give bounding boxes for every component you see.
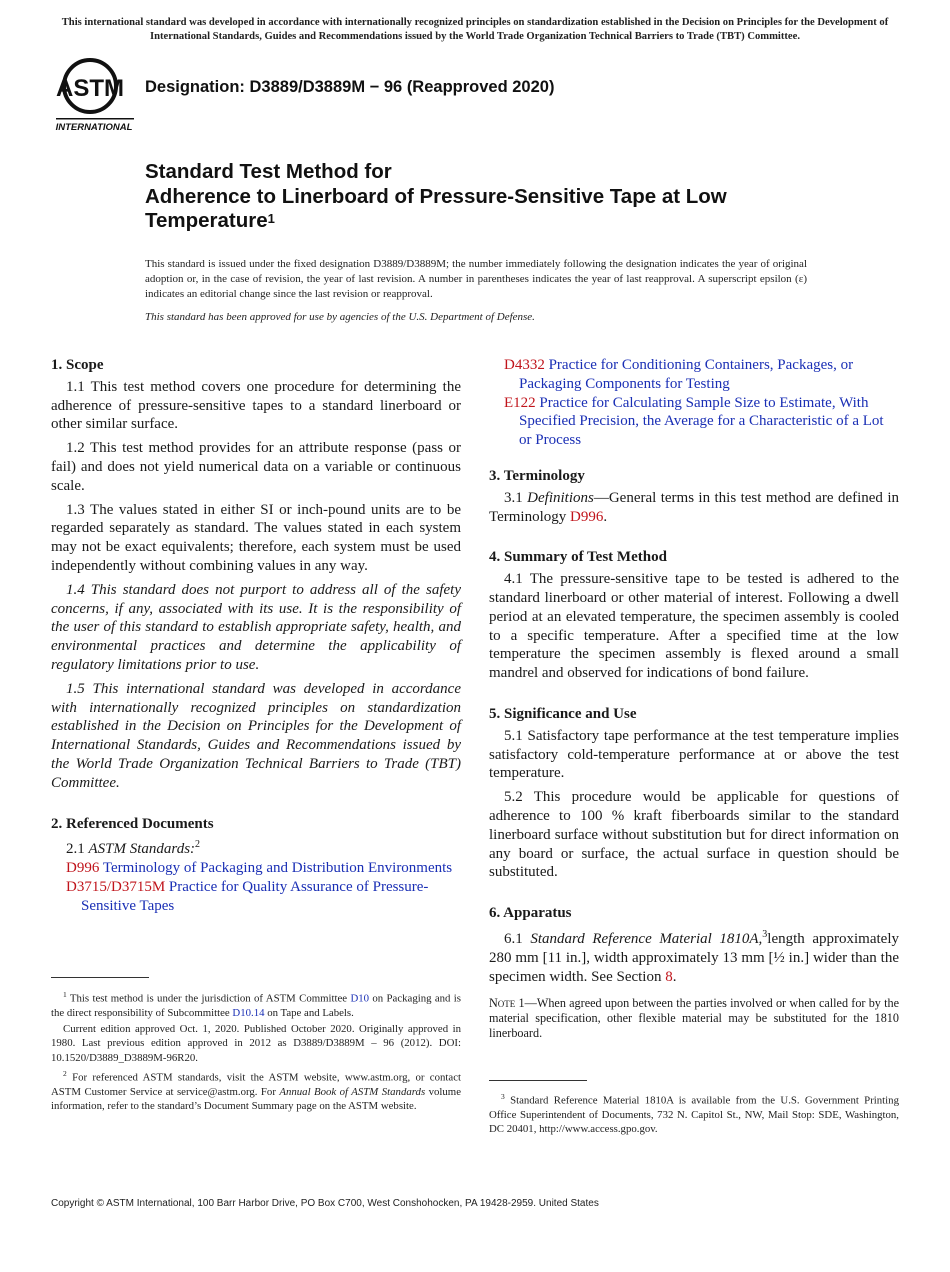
para-2-1	[51, 836, 461, 859]
ref-title[interactable]: Practice for Conditioning Containers, Packages, or Packaging Components for Testing	[519, 357, 854, 392]
para-4-1: 4.1 The pressure-sensitive tape to be tested is adhered to the standard linerboard or other material of interest. Following a dwell period at an elevated temperature, the specimen assembly is cooled to a specific temperature. After a specified time at the low temperature the specimen assembly is flexed around a small mandrel and observed for indications of bond failure.	[489, 571, 899, 682]
designation: Designation: D3889/D3889M − 96 (Reapproved 2020)	[145, 78, 555, 96]
ref-code[interactable]: E122	[504, 394, 536, 411]
title-footnote-mark: 1	[267, 211, 275, 226]
footnote-2: $^2$ For referenced ASTM standards, visit the ASTM website, www.astm.org, or contact ASTM Customer Service at service@astm.org. For Annual Book of ASTM Standards volume information, refer to the standard’s Document Summary page on the ASTM website.	[51, 1069, 461, 1113]
ref-item-d996[interactable]	[51, 859, 461, 878]
footnotes-left	[51, 988, 461, 1116]
note-1	[489, 996, 899, 1041]
fn1-link-d10[interactable]: D10	[350, 992, 370, 1005]
astm-logo	[52, 56, 136, 134]
para-2-1-sup: 2	[195, 839, 201, 851]
para-1-1: 1.1 This test method covers one procedure for determining the adherence of pressure-sensitive tapes to a standard linerboard or other similar surface.	[51, 378, 461, 433]
para-3-1-text: —General terms in this test method are defined in Terminology	[489, 489, 899, 525]
link-section-8[interactable]: 8	[665, 968, 673, 985]
note-1-text: —When agreed upon between the parties involved or when called for by the material specification, other flexible material may be substituted for the 1810 linerboard.	[489, 996, 900, 1041]
logo-letters: ASTM	[56, 75, 124, 102]
section-heading-significance: 5. Significance and Use	[489, 705, 637, 722]
issued-note: This standard is issued under the fixed designation D3889/D3889M; the number immediately following the designation indicates the year of original adoption or, in the case of revision, the year of last revision. A number in parentheses indicates the year of last reapproval. A superscript epsilon (ε) indicates an editorial change since the last revision or reapproval.	[145, 258, 807, 300]
footnote-rule-left	[51, 977, 149, 978]
para-3-1-end: .	[603, 508, 608, 525]
para-2-1-label: ASTM Standards:	[88, 841, 196, 858]
title-line2: Adherence to Linerboard of Pressure-Sensitive Tape at Low	[145, 184, 727, 208]
document-title	[145, 160, 845, 234]
ref-title[interactable]: Practice for Quality Assurance of Pressure-Sensitive Tapes	[81, 878, 429, 914]
para-1-2: 1.2 This test method provides for an attribute response (pass or fail) and does not yield numerical data on a variable or continuous scale.	[51, 440, 461, 494]
fn2-text-post: volume information, refer to the standard’s Document Summary page on the ASTM website.	[51, 1085, 461, 1113]
title-line3	[145, 209, 845, 234]
footnote-3-text: Standard Reference Material 1810A is available from the U.S. Government Printing Office Superintendent of Documents, 732 N. Capitol St., NW, Mail Stop: SDE, Washington, DC 20401, http://www.access.gpo.gov.	[489, 1094, 899, 1136]
section-heading-summary: 4. Summary of Test Method	[489, 549, 667, 566]
fn1-text: This test method is under the jurisdiction of ASTM Committee	[69, 992, 351, 1005]
para-6-1-sup: 3	[762, 928, 768, 940]
para-3-1-num: 3.1	[504, 489, 523, 506]
left-column	[51, 356, 461, 916]
ref-code[interactable]: D3715/D3715M	[66, 878, 166, 895]
para-5-1: 5.1 Satisfactory tape performance at the test temperature implies satisfactory cold-temperature performance at or above the test temperature.	[489, 727, 899, 782]
link-d996[interactable]: D996	[570, 508, 604, 525]
footnote-current-edition: Current edition approved Oct. 1, 2020. Published October 2020. Originally approved in 1980. Last previous edition approved in 2012 as D3889/D3889M – 96 (2012). DOI: 10.1520/D3889_D3889M-96R20.	[51, 1023, 461, 1064]
footnote-rule-right	[489, 1080, 587, 1081]
para-6-1	[489, 926, 899, 986]
section-heading-apparatus: 6. Apparatus	[489, 905, 572, 922]
right-column	[489, 356, 899, 1041]
fn2-text: For referenced ASTM standards, visit the ASTM website, www.astm.org, or contact ASTM Customer Service at service@astm.org. For	[51, 1071, 461, 1098]
fn1-text-post: on Tape and Labels.	[264, 1006, 354, 1019]
para-3-1	[489, 489, 899, 527]
logo-subtitle: INTERNATIONAL	[55, 122, 133, 133]
ref-item-d3715[interactable]	[51, 878, 461, 916]
para-5-2: 5.2 This procedure would be applicable for questions of adherence to 100 % kraft fiberboards similar to the standard linerboard surface without substitution but for direct information on any board or surface, the actual surface in question should be substituted.	[489, 789, 899, 881]
para-6-1-end: .	[672, 968, 677, 985]
section-heading-terminology: 3. Terminology	[489, 467, 585, 484]
para-1-4: 1.4 This standard does not purport to address all of the safety concerns, if any, associated with its use. It is the responsibility of the user of this standard to establish appropriate safety, health, and environmental practices and determine the applicability of regulatory limitations prior to use.	[51, 581, 461, 673]
copyright-footer: Copyright © ASTM International, 100 Barr Harbor Drive, PO Box C700, West Conshohocken, PA 19428-2959. United States	[51, 1198, 599, 1209]
title-line3-text: Temperature	[145, 209, 268, 232]
fn1-link-d10-14[interactable]: D10.14	[232, 1006, 265, 1019]
footnote-1: $^1$ This test method is under the jurisdiction of ASTM Committee D10 on Packaging and is the direct responsibility of Subcommittee D10.14 on Tape and Labels.	[51, 990, 461, 1019]
fn1-text-mid: on Packaging and is the direct responsibility of Subcommittee	[51, 992, 461, 1019]
ref-title[interactable]: Practice for Calculating Sample Size to Estimate, With Specified Precision, the Average for a Characteristic of a Lot or Process	[519, 394, 884, 449]
ref-code[interactable]: D996	[66, 860, 100, 877]
para-3-1-label: Definitions	[527, 489, 594, 506]
note-1-label: Note 1	[489, 996, 525, 1011]
dod-approval-note: This standard has been approved for use by agencies of the U.S. Department of Defense.	[145, 311, 535, 323]
ref-code[interactable]: D4332	[504, 357, 545, 373]
copyright-banner: This international standard was developed in accordance with internationally recognized principles on standardization established in the Decision on Principles for the Development of International Standards, Guides and Recommendations issued by the World Trade Organization Technical Barriers to Trade (TBT) Committee.	[61, 17, 889, 42]
title-line1: Standard Test Method for	[145, 160, 392, 183]
ref-item-e122[interactable]	[489, 394, 899, 450]
para-2-1-num: 2.1	[66, 841, 85, 858]
ref-item-d4332[interactable]	[489, 356, 899, 394]
section-heading-scope: 1. Scope	[51, 357, 104, 373]
para-1-3: 1.3 The values stated in either SI or inch-pound units are to be regarded separately as standard. The values stated in each system may not be exact equivalents; therefore, each system must be used independently without combining values in any way.	[51, 501, 461, 574]
section-heading-referenced: 2. Referenced Documents	[51, 815, 214, 832]
para-1-5: 1.5 This international standard was developed in accordance with internationally recognized principles on standardization established in the Decision on Principles for the Development of International Standards, Guides and Recommendations issued by the World Trade Organization Technical Barriers to Trade (TBT) Committee.	[51, 680, 461, 791]
ref-title[interactable]: Terminology of Packaging and Distribution Environments	[102, 860, 453, 877]
fn2-italic: Annual Book of ASTM Standards	[279, 1085, 426, 1098]
para-6-1-label: Standard Reference Material 1810A,	[530, 930, 763, 947]
footnote-3: $^3$ Standard Reference Material 1810A is available from the U.S. Government Printing Office Superintendent of Documents, 732 N. Capitol St., NW, Mail Stop: SDE, Washington, DC 20401, http://www.access.gpo.gov.	[489, 1092, 899, 1136]
para-6-1-text: length approximately 280 mm [11 in.], width approximately 13 mm [½ in.] wider than the specimen width. See Section	[489, 930, 899, 985]
para-6-1-num: 6.1	[504, 930, 523, 947]
